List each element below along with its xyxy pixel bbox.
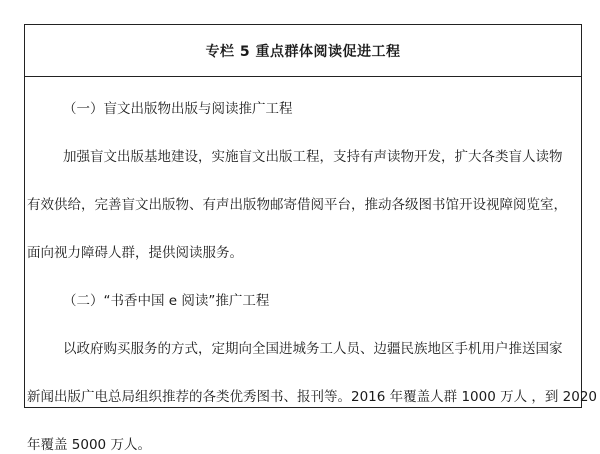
paragraph-2-line-2: 新闻出版广电总局组织推荐的各类优秀图书、报刊等。2016 年覆盖人群 1000 万人 ，到 2020 <box>27 389 598 405</box>
title-row <box>25 25 581 77</box>
column-box <box>24 24 598 453</box>
paragraph-1-line-2: 有效供给，完善盲文出版物、有声出版物邮寄借阅平台，推动各级图书馆开设视障阅览室， <box>27 197 567 213</box>
section-heading-2: （二）“书香中国 e 阅读”推广工程 <box>63 293 270 309</box>
paragraph-1-line-1: 加强盲文出版基地建设，实施盲文出版工程，支持有声读物开发，扩大各类盲人读物 <box>63 149 563 165</box>
paragraph-2-line-1: 以政府购买服务的方式，定期向全国进城务工人员、边疆民族地区手机用户推送国家 <box>63 341 563 357</box>
paragraph-2-line-3: 年覆盖 5000 万人。 <box>27 437 151 453</box>
paragraph-1-line-3: 面向视力障碍人群，提供阅读服务。 <box>27 245 243 261</box>
column-title: 专栏 5 重点群体阅读促进工程 <box>205 43 401 60</box>
section-heading-1: （一）盲文出版物出版与阅读推广工程 <box>63 101 293 117</box>
column-content <box>25 77 598 453</box>
